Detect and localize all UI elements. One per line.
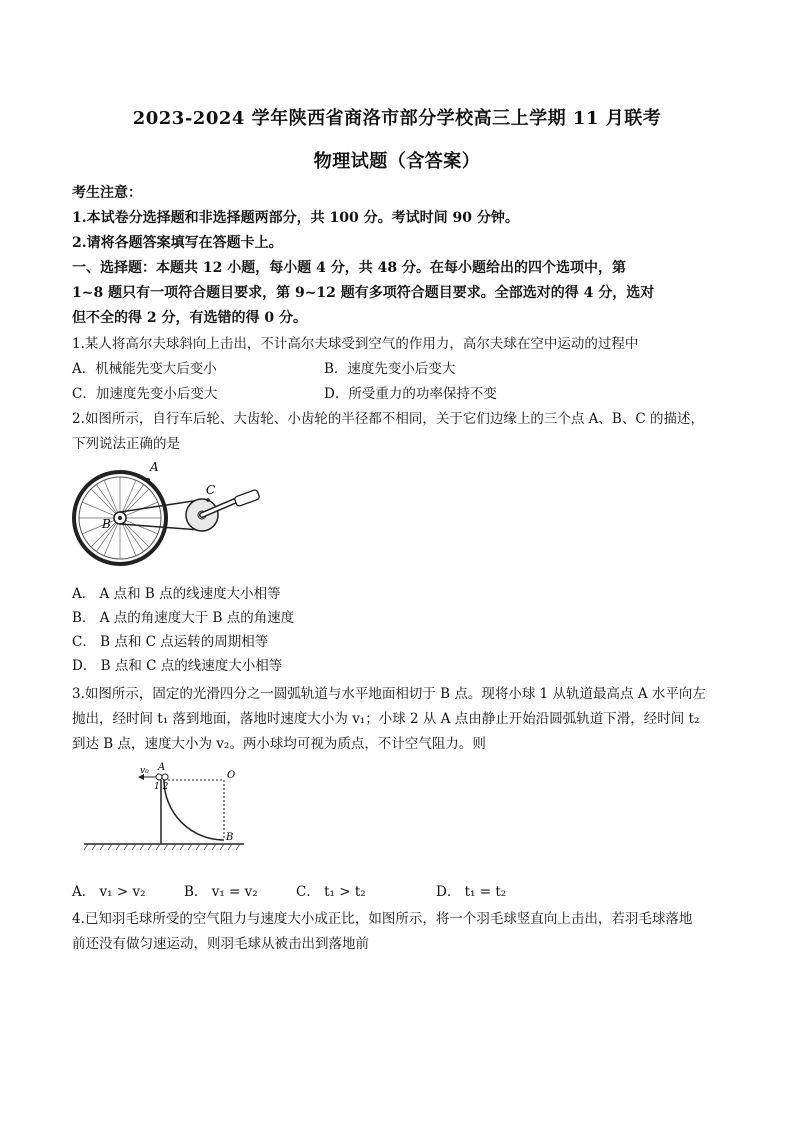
question-2-stem-line-2: 下列说法正确的是: [72, 436, 180, 452]
question-3-option-d: D． t₁ = t₂: [436, 884, 507, 900]
question-1-option-d: D．所受重力的功率保持不变: [324, 386, 497, 402]
section-instructions-line-2: 1~8 题只有一项符合题目要求，第 9~12 题有多项符合题目要求。全部选对的得 4 分，选对: [72, 285, 655, 301]
point-b-label: B: [102, 517, 111, 531]
question-4-stem-line-2: 前还没有做匀速运动，则羽毛球从被击出到落地前: [72, 936, 369, 952]
notice-item-2: 2.请将各题答案填写在答题卡上。: [72, 235, 283, 251]
arc-track-figure: [84, 762, 244, 858]
ball-number-labels: 1 2: [154, 782, 169, 792]
notice-item-1: 1.本试卷分选择题和非选择题两部分，共 100 分。考试时间 90 分钟。: [72, 210, 519, 226]
point-c-label: C: [206, 483, 216, 497]
balls: [156, 774, 168, 780]
page-subtitle: 物理试题（含答案）: [313, 151, 481, 172]
bicycle-figure: [72, 460, 272, 570]
question-3-option-a: A． v₁ > v₂: [72, 884, 146, 900]
notice-heading: 考生注意：: [72, 185, 142, 201]
question-2-option-b: B． A 点的角速度大于 B 点的角速度: [72, 610, 295, 626]
question-1-stem: 1.某人将高尔夫球斜向上击出，不计高尔夫球受到空气的作用力，高尔夫球在空中运动的过程中: [72, 336, 639, 352]
question-1-option-c: C．加速度先变小后变大: [72, 386, 218, 402]
question-2-stem-line-1: 2.如图所示，自行车后轮、大齿轮、小齿轮的半径都不相同，关于它们边缘上的三个点 A、B、C 的描述，: [72, 411, 704, 427]
point-a-label: A: [158, 762, 166, 773]
section-instructions-line-3: 但不全的得 2 分，有选错的得 0 分。: [72, 310, 307, 326]
v0-label: v₀: [140, 766, 149, 776]
page-title: 2023-2024 学年陕西省商洛市部分学校高三上学期 11 月联考: [132, 108, 662, 129]
question-3-option-c: C． t₁ > t₂: [296, 884, 366, 900]
question-4-stem-line-1: 4.已知羽毛球所受的空气阻力与速度大小成正比，如图所示，将一个羽毛球竖直向上击出，若羽毛球落地: [72, 911, 693, 927]
question-1-option-a: A．机械能先变大后变小: [72, 361, 217, 377]
question-2-option-d: D． B 点和 C 点的线速度大小相等: [72, 658, 283, 674]
section-instructions-line-1: 一、选择题：本题共 12 小题，每小题 4 分，共 48 分。在每小题给出的四个选项中，第: [72, 260, 626, 276]
arc-track: [164, 780, 224, 840]
question-3-option-b: B． v₁ = v₂: [184, 884, 258, 900]
question-1-option-b: B．速度先变小后变大: [324, 361, 456, 377]
point-a-label: A: [150, 460, 159, 474]
question-3-stem-line-2: 抛出，经时间 t₁ 落到地面，落地时速度大小为 v₁；小球 2 从 A 点由静止开始沿圆弧轨道下滑，经时间 t₂: [72, 711, 700, 727]
point-o-label: O: [227, 770, 236, 781]
question-2-option-c: C． B 点和 C 点运转的周期相等: [72, 634, 269, 650]
small-sprocket: [114, 512, 126, 524]
question-2-option-a: A． A 点和 B 点的线速度大小相等: [72, 586, 281, 602]
point-b-label: B: [226, 832, 234, 843]
question-3-stem-line-3: 到达 B 点，速度大小为 v₂。两小球均可视为质点，不计空气阻力。则: [72, 736, 486, 752]
question-3-stem-line-1: 3.如图所示，固定的光滑四分之一圆弧轨道与水平地面相切于 B 点。现将小球 1 从轨道最高点 A 水平向左: [72, 686, 706, 702]
ground: [84, 844, 244, 850]
